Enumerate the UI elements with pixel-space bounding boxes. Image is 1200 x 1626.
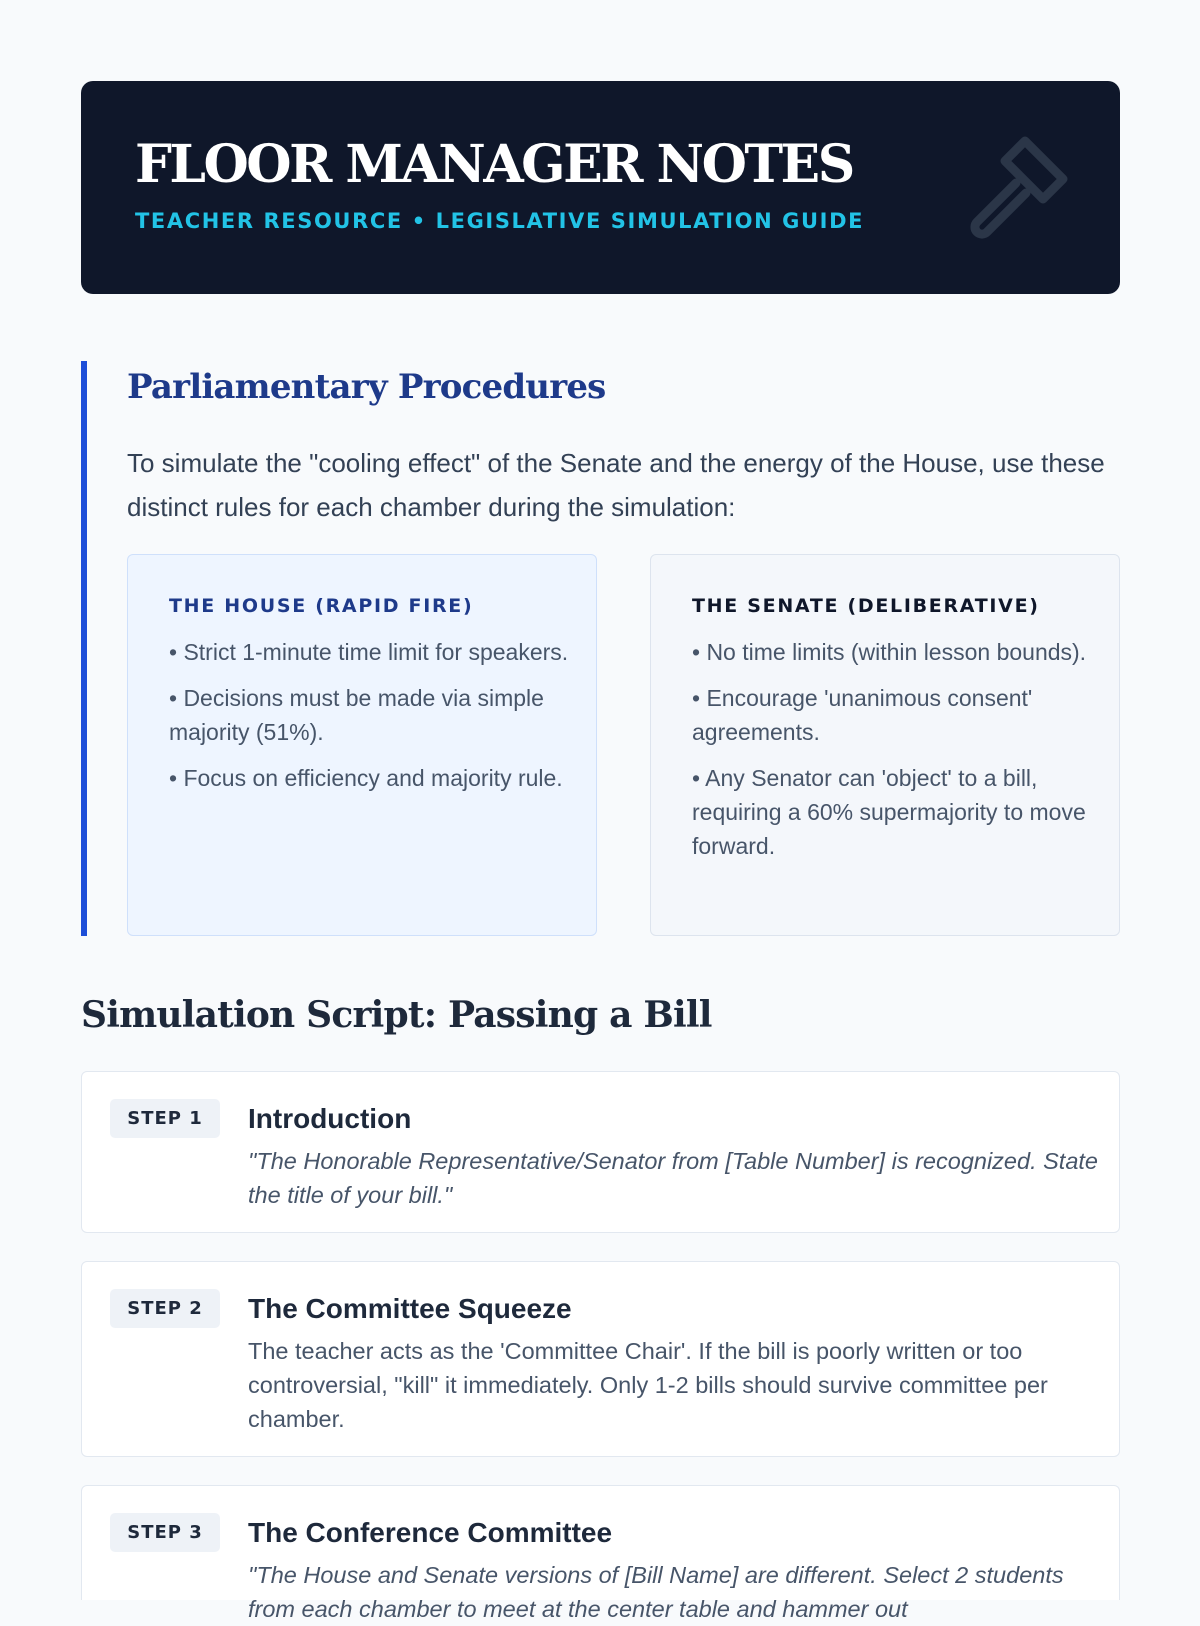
senate-rules-list: [692, 635, 1092, 875]
script-title: Simulation Script: Passing a Bill: [81, 994, 712, 1036]
parliamentary-procedures-section: [81, 361, 1120, 936]
step-body: The teacher acts as the 'Committee Chair'. If the bill is poorly written or too controversial, "kill" it immediately. Only 1-2 bills should survive committee per chamber.: [248, 1338, 1048, 1432]
step-badge: STEP 1: [110, 1099, 220, 1138]
section-title: Parliamentary Procedures: [127, 367, 606, 407]
step-body: "The House and Senate versions of [Bill Name] are different. Select 2 students from each chamber to meet at the center table and hammer out: [248, 1562, 1064, 1622]
gavel-icon: [961, 131, 1081, 251]
list-item: • Strict 1-minute time limit for speakers.: [169, 639, 569, 665]
page-subtitle: TEACHER RESOURCE • LEGISLATIVE SIMULATION GUIDE: [135, 209, 865, 233]
section-intro: To simulate the "cooling effect" of the Senate and the energy of the House, use these distinct rules for each chamber during the simulation:: [127, 448, 1105, 522]
step-card-1: [81, 1071, 1120, 1233]
step-card-3: [81, 1485, 1120, 1622]
step-heading: The Conference Committee: [248, 1517, 613, 1548]
step-heading: The Committee Squeeze: [248, 1293, 572, 1324]
header-banner: [81, 81, 1120, 294]
step-heading: Introduction: [248, 1103, 412, 1134]
list-item: • Decisions must be made via simple majority (51%).: [169, 685, 544, 745]
house-card-title: THE HOUSE (RAPID FIRE): [169, 595, 474, 617]
list-item: • Any Senator can 'object' to a bill, requiring a 60% supermajority to move forward.: [692, 765, 1086, 859]
list-item: • Encourage 'unanimous consent' agreements.: [692, 685, 1033, 745]
house-rules-card: [127, 554, 597, 936]
step-body: "The Honorable Representative/Senator from [Table Number] is recognized. State the title of your bill.": [248, 1148, 1099, 1208]
senate-card-title: THE SENATE (DELIBERATIVE): [692, 595, 1040, 617]
step-card-2: [81, 1261, 1120, 1457]
page-title: FLOOR MANAGER NOTES: [135, 134, 853, 195]
senate-rules-card: [650, 554, 1120, 936]
house-rules-list: [169, 635, 569, 807]
step-badge: STEP 2: [110, 1289, 220, 1328]
list-item: • Focus on efficiency and majority rule.: [169, 765, 563, 791]
step-badge: STEP 3: [110, 1513, 220, 1552]
list-item: • No time limits (within lesson bounds).: [692, 639, 1087, 665]
